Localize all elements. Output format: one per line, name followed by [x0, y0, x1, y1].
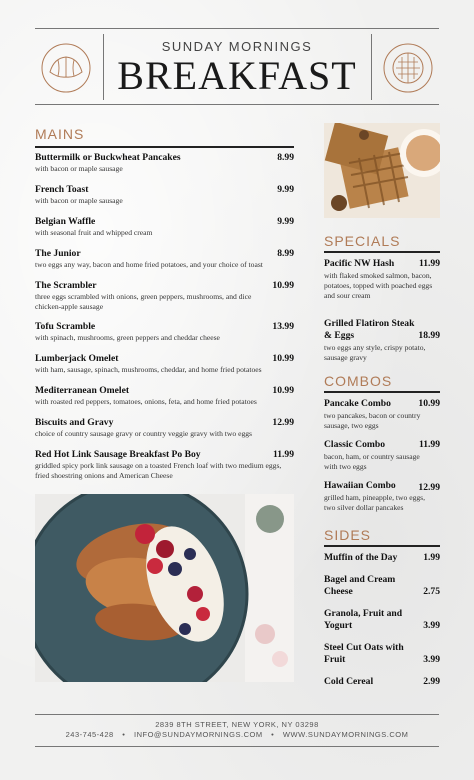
- combos-rule: [324, 391, 440, 393]
- menu-title: BREAKFAST: [117, 53, 357, 98]
- menu-item: [324, 439, 440, 472]
- item-name: Buttermilk or Buckwheat Pancakes: [35, 152, 181, 163]
- specials-heading: SPECIALS: [324, 233, 401, 249]
- menu-item: [324, 608, 440, 638]
- item-name: Cold Cereal: [324, 676, 374, 687]
- item-name: Pancake Combo: [324, 398, 391, 409]
- footer-separator: •: [271, 730, 275, 739]
- item-name: The Scrambler: [35, 280, 97, 291]
- item-desc: with roasted red peppers, tomatoes, onions, feta, and home fried potatoes: [35, 397, 257, 406]
- menu-item: [324, 398, 440, 431]
- menu-item: [35, 321, 294, 343]
- item-desc: with ham, sausage, spinach, mushrooms, cheddar, and home fried potatoes: [35, 365, 262, 374]
- item-name: Steel Cut Oats with Fruit: [324, 642, 404, 665]
- item-price: 8.99: [277, 248, 294, 259]
- menu-item: [35, 216, 294, 238]
- item-name: Classic Combo: [324, 439, 386, 450]
- item-name: Grilled Flatiron Steak & Eggs: [324, 318, 415, 341]
- item-price: 2.99: [423, 676, 440, 687]
- item-price: 11.99: [418, 258, 440, 269]
- waffle-icon: [382, 42, 434, 94]
- menu-item: [35, 152, 294, 174]
- item-desc: with bacon or maple sausage: [35, 164, 123, 173]
- item-price: 8.99: [277, 152, 294, 163]
- item-desc: griddled spicy pork link sausage on a toasted French loaf with two medium eggs, fried shoestring onions and American Cheese: [35, 461, 282, 480]
- item-desc: two eggs any way, bacon and home fried potatoes, and your choice of toast: [35, 260, 263, 269]
- specials-rule: [324, 251, 440, 253]
- item-desc: grilled ham, pineapple, two eggs, two silver dollar pancakes: [324, 493, 426, 512]
- footer-phone: 243-745-428: [65, 730, 114, 739]
- mains-heading: MAINS: [35, 126, 85, 142]
- footer-email[interactable]: INFO@SUNDAYMORNINGS.COM: [134, 730, 263, 739]
- header-bottom-rule: [35, 104, 439, 105]
- footer-separator: •: [122, 730, 126, 739]
- footer-contact: [35, 730, 439, 739]
- footer-bottom-rule: [35, 746, 439, 747]
- menu-item: [324, 480, 440, 513]
- croissant-icon: [40, 42, 92, 94]
- item-name: Bagel and Cream Cheese: [324, 574, 396, 597]
- mains-rule: [35, 146, 294, 148]
- menu-item: [324, 642, 440, 672]
- sides-heading: SIDES: [324, 527, 372, 543]
- menu-item: [35, 449, 294, 481]
- item-price: 10.99: [272, 353, 294, 364]
- item-price: 1.99: [423, 552, 440, 563]
- menu-item: [324, 574, 440, 604]
- menu-item: [35, 385, 294, 407]
- item-desc: with spinach, mushrooms, green peppers and cheddar cheese: [35, 333, 220, 342]
- footer-top-rule: [35, 714, 439, 715]
- item-name: Pacific NW Hash: [324, 258, 395, 269]
- item-name: Granola, Fruit and Yogurt: [324, 608, 403, 631]
- sides-rule: [324, 545, 440, 547]
- item-price: 12.99: [272, 417, 294, 428]
- item-price: 11.99: [418, 439, 440, 450]
- item-name: Hawaiian Combo: [324, 480, 396, 491]
- item-name: French Toast: [35, 184, 89, 195]
- menu-item: [35, 248, 294, 270]
- item-price: 3.99: [423, 620, 440, 631]
- menu-item: [35, 280, 294, 312]
- item-price: 12.99: [418, 482, 440, 493]
- item-price: 10.99: [272, 385, 294, 396]
- menu-item: [35, 184, 294, 206]
- menu-item: [324, 318, 440, 363]
- item-desc: choice of country sausage gravy or country veggie gravy with two eggs: [35, 429, 252, 438]
- item-price: 13.99: [272, 321, 294, 332]
- french-toast-photo: [35, 494, 294, 682]
- item-name: Belgian Waffle: [35, 216, 96, 227]
- item-desc: with bacon or maple sausage: [35, 196, 123, 205]
- menu-item: [35, 417, 294, 439]
- item-desc: with seasonal fruit and whipped cream: [35, 228, 153, 237]
- menu-item: [324, 552, 440, 572]
- item-name: Muffin of the Day: [324, 552, 398, 563]
- item-price: 10.99: [272, 280, 294, 291]
- item-price: 11.99: [272, 449, 294, 460]
- footer-address: 2839 8TH STREET, NEW YORK, NY 03298: [155, 720, 319, 729]
- item-price: 3.99: [423, 654, 440, 665]
- item-price: 9.99: [277, 184, 294, 195]
- menu-item: [35, 353, 294, 375]
- item-name: Biscuits and Gravy: [35, 417, 114, 428]
- item-desc: two eggs any style, crispy potato, sausage gravy: [324, 343, 426, 362]
- item-name: Red Hot Link Sausage Breakfast Po Boy: [35, 449, 201, 460]
- item-name: Tofu Scramble: [35, 321, 96, 332]
- combos-heading: COMBOS: [324, 373, 393, 389]
- item-name: The Junior: [35, 248, 81, 259]
- item-name: Mediterranean Omelet: [35, 385, 130, 396]
- item-desc: two pancakes, bacon or country sausage, two eggs: [324, 411, 421, 430]
- item-price: 10.99: [418, 398, 440, 409]
- item-price: 9.99: [277, 216, 294, 227]
- item-desc: bacon, ham, or country sausage with two eggs: [324, 452, 420, 471]
- item-desc: three eggs scrambled with onions, green peppers, mushrooms, and dice chicken-apple sausage: [35, 292, 252, 311]
- waffle-photo: [324, 123, 440, 218]
- item-name: Lumberjack Omelet: [35, 353, 119, 364]
- menu-subtitle: SUNDAY MORNINGS: [161, 39, 313, 54]
- footer-website[interactable]: WWW.SUNDAYMORNINGS.COM: [282, 730, 409, 739]
- header-top-rule: [35, 28, 439, 29]
- menu-item: [324, 676, 440, 692]
- item-price: 18.99: [418, 330, 440, 341]
- item-desc: with flaked smoked salmon, bacon, potatoes, topped with poached eggs and sour cream: [324, 271, 433, 300]
- item-price: 2.75: [423, 586, 440, 597]
- menu-item: [324, 258, 440, 301]
